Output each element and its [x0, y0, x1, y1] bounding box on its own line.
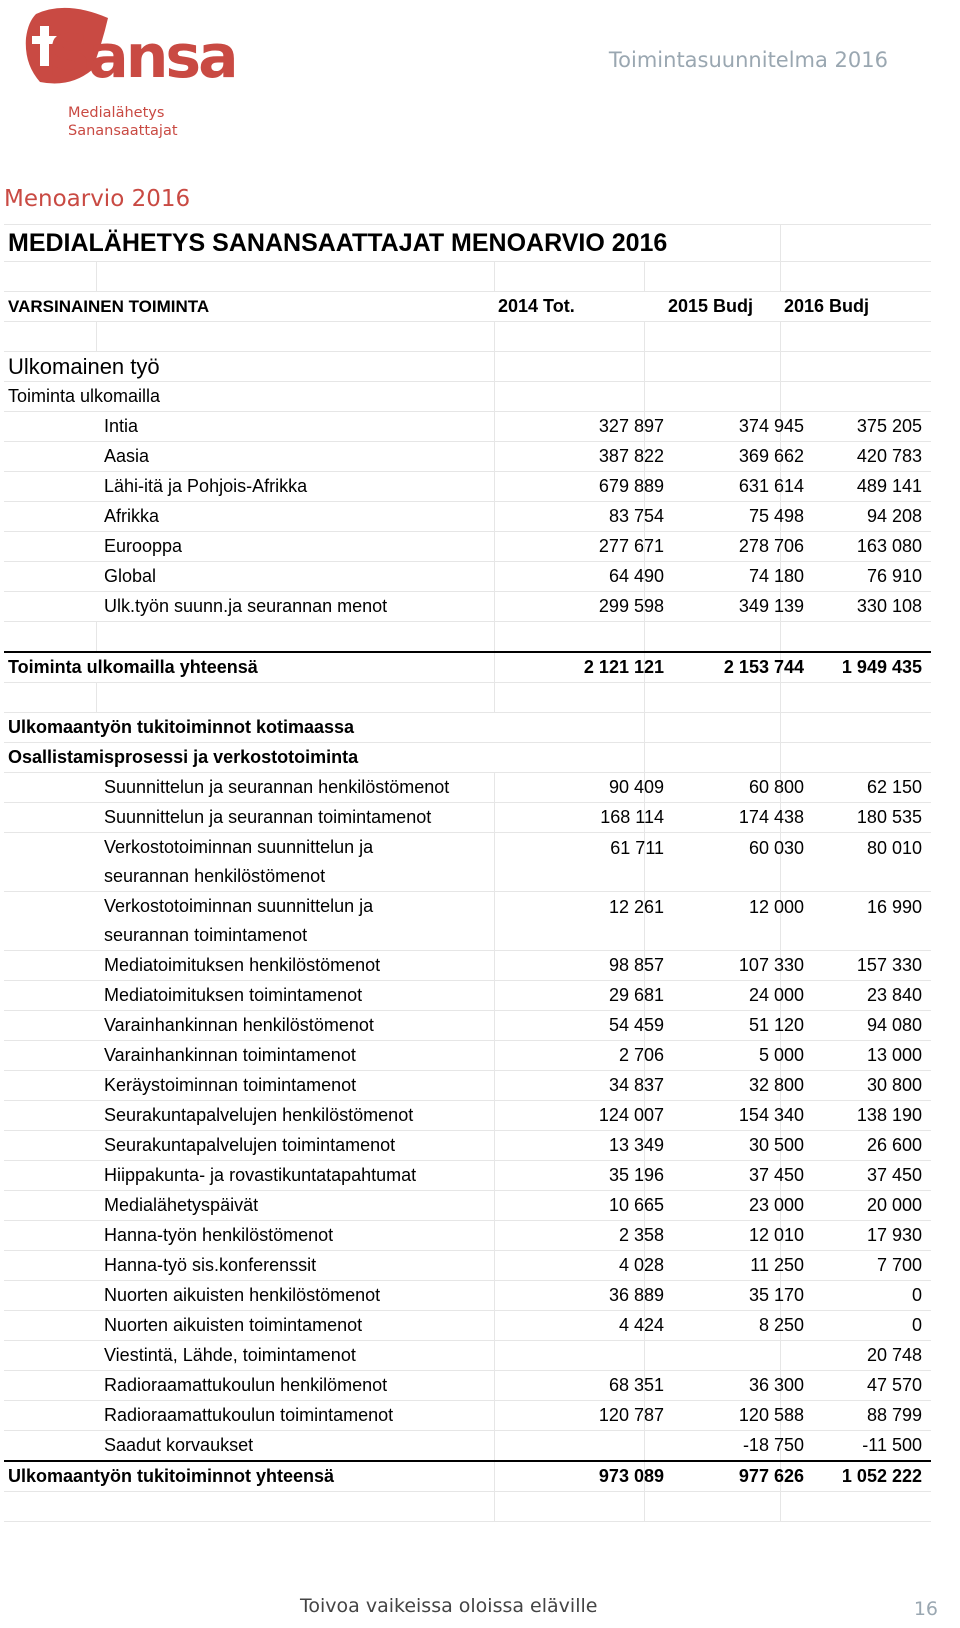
- value-2014: 2 358: [618, 1225, 664, 1245]
- value-2015: 12 010: [748, 1225, 804, 1245]
- value-2014: 4 424: [618, 1315, 664, 1335]
- row-label: [104, 1071, 356, 1100]
- row-label: [104, 1101, 413, 1130]
- value-2014: 679 889: [598, 476, 664, 496]
- total-row: [4, 1460, 931, 1491]
- subsection-heading-row: [4, 381, 931, 411]
- value-2016: 47 570: [866, 1375, 922, 1395]
- value-2014: 68 351: [608, 1375, 664, 1395]
- row-label-text: Radioraamattukoulun henkilömenot: [104, 1375, 388, 1395]
- value-2014: [508, 1431, 664, 1460]
- value-2015: 11 250: [750, 1255, 804, 1275]
- column-header-2014: 2014 Tot.: [498, 296, 575, 316]
- value-2015: 32 800: [748, 1075, 804, 1095]
- value-2015: 74 180: [748, 566, 804, 586]
- value-2015: 24 000: [748, 985, 804, 1005]
- table-row: [4, 980, 931, 1010]
- section2-rows: [4, 772, 931, 1460]
- table-row: [4, 561, 931, 591]
- document-title: Toimintasuunnitelma 2016: [608, 48, 888, 72]
- value-2016: 16 990: [866, 897, 922, 917]
- value-2015: 35 170: [748, 1285, 804, 1305]
- value-2016: 23 840: [866, 985, 922, 1005]
- row-label-text: Verkostotoiminnan suunnittelun ja: [104, 837, 374, 857]
- row-label-text: Nuorten aikuisten toimintamenot: [104, 1315, 363, 1335]
- value-2014: 98 857: [608, 955, 664, 975]
- value-2014: 277 671: [598, 536, 664, 556]
- row-label-text: Hiippakunta- ja rovastikuntatapahtumat: [104, 1165, 417, 1185]
- value-2015: 631 614: [738, 476, 804, 496]
- total-2016: 1 949 435: [841, 657, 922, 677]
- value-2014: 387 822: [598, 446, 664, 466]
- table-row: [4, 1220, 931, 1250]
- value-2016: 20 748: [866, 1345, 922, 1365]
- table-row: [4, 1040, 931, 1070]
- value-2014: 61 711: [610, 838, 664, 858]
- row-label-text: Aasia: [104, 446, 150, 466]
- row-label: [104, 1431, 253, 1460]
- value-2015: 36 300: [748, 1375, 804, 1395]
- table-row: [4, 1370, 931, 1400]
- section1-rows: [4, 411, 931, 621]
- table-row: [4, 1340, 931, 1370]
- table-row: [4, 1280, 931, 1310]
- value-2014: [508, 1341, 664, 1370]
- value-2014: 124 007: [598, 1105, 664, 1125]
- value-2015: 30 500: [748, 1135, 804, 1155]
- value-2016: 37 450: [866, 1165, 922, 1185]
- row-label: [104, 502, 159, 531]
- table-row: [4, 1310, 931, 1340]
- value-2016: 62 150: [866, 777, 922, 797]
- row-label: [104, 951, 380, 980]
- row-label: [104, 1281, 380, 1310]
- row-label: [104, 532, 182, 561]
- total-2015: 2 153 744: [723, 657, 804, 677]
- value-2016: 375 205: [856, 416, 922, 436]
- total-2016: 1 052 222: [841, 1466, 922, 1486]
- row-label-text: Varainhankinnan henkilöstömenot: [104, 1015, 374, 1035]
- value-2014: 29 681: [608, 985, 664, 1005]
- value-2016: 7 700: [876, 1255, 922, 1275]
- row-label: [104, 472, 307, 501]
- row-label-text: Eurooppa: [104, 536, 183, 556]
- row-label: [104, 1401, 393, 1430]
- value-2015: 5 000: [758, 1045, 804, 1065]
- row-label: [104, 1251, 316, 1280]
- spacer-row: [4, 1491, 931, 1522]
- column-group-label: VARSINAINEN TOIMINTA: [8, 296, 210, 316]
- section-heading: Ulkomaantyön tukitoiminnot kotimaassa: [8, 717, 355, 737]
- value-2016: -11 500: [862, 1435, 922, 1455]
- row-label: [104, 1161, 416, 1190]
- value-2015: 154 340: [738, 1105, 804, 1125]
- row-label-text: Lähi-itä ja Pohjois-Afrikka: [104, 476, 308, 496]
- table-row: [4, 772, 931, 802]
- row-label-text: Suunnittelun ja seurannan henkilöstömenot: [104, 777, 450, 797]
- value-2014: 34 837: [608, 1075, 664, 1095]
- table-row: [4, 531, 931, 561]
- row-label-text: Ulk.työn suunn.ja seurannan menot: [104, 596, 388, 616]
- total-label: Toiminta ulkomailla yhteensä: [8, 657, 258, 677]
- value-2015: 60 800: [748, 777, 804, 797]
- sansa-logo: [18, 4, 236, 144]
- table-row: [4, 1100, 931, 1130]
- logo-wordmark: Sansa: [48, 22, 236, 92]
- spacer-row: [4, 682, 931, 712]
- value-2016: 420 783: [856, 446, 922, 466]
- value-2015: 107 330: [738, 955, 804, 975]
- value-2015: 23 000: [748, 1195, 804, 1215]
- logo-subtitle-line-2: Sanansaattajat: [68, 123, 178, 139]
- value-2016: 76 910: [866, 566, 922, 586]
- value-2015: 174 438: [738, 807, 804, 827]
- table-row: [4, 891, 931, 950]
- total-2014: 2 121 121: [583, 657, 664, 677]
- row-label-text: Hanna-työ sis.konferenssit: [104, 1255, 317, 1275]
- row-label: [104, 1371, 387, 1400]
- value-2014: 10 665: [608, 1195, 664, 1215]
- value-2016: 13 000: [866, 1045, 922, 1065]
- table-row: [4, 591, 931, 621]
- value-2014: 4 028: [618, 1255, 664, 1275]
- value-2015: 349 139: [738, 596, 804, 616]
- row-label-text: Afrikka: [104, 506, 160, 526]
- value-2015: 120 588: [738, 1405, 804, 1425]
- value-2015: 60 030: [748, 838, 804, 858]
- row-label: [104, 562, 156, 591]
- value-2016: 489 141: [856, 476, 922, 496]
- value-2016: 0: [911, 1285, 922, 1305]
- total-row: [4, 651, 931, 682]
- table-title-row: [4, 224, 931, 261]
- row-label-text: Seurakuntapalvelujen toimintamenot: [104, 1135, 396, 1155]
- row-label-text: Varainhankinnan toimintamenot: [104, 1045, 356, 1065]
- table-row: [4, 1010, 931, 1040]
- value-2015: 12 000: [748, 897, 804, 917]
- value-2016: 88 799: [866, 1405, 922, 1425]
- row-label-text: Keräystoiminnan toimintamenot: [104, 1075, 357, 1095]
- total-2014: 973 089: [598, 1466, 664, 1486]
- budget-table: [4, 224, 931, 1522]
- subsection-heading-row: [4, 742, 931, 772]
- table-row: [4, 1160, 931, 1190]
- section-heading-row: [4, 351, 931, 381]
- table-row: [4, 802, 931, 832]
- row-label: [104, 1221, 333, 1250]
- logo-subtitle: [68, 104, 178, 140]
- value-2014: 12 261: [608, 897, 664, 917]
- value-2015: -18 750: [742, 1435, 804, 1455]
- subsection-heading: Toiminta ulkomailla: [8, 386, 161, 406]
- value-2014: 299 598: [598, 596, 664, 616]
- row-label: [104, 1191, 258, 1220]
- row-label-text: Mediatoimituksen toimintamenot: [104, 985, 363, 1005]
- row-label-text: Radioraamattukoulun toimintamenot: [104, 1405, 394, 1425]
- spacer-row: [4, 621, 931, 651]
- table-row: [4, 1400, 931, 1430]
- row-label-text: Hanna-työn henkilöstömenot: [104, 1225, 334, 1245]
- row-label-text: Suunnittelun ja seurannan toimintamenot: [104, 807, 432, 827]
- value-2014: 327 897: [598, 416, 664, 436]
- value-2016: 138 190: [856, 1105, 922, 1125]
- value-2016: 163 080: [856, 536, 922, 556]
- value-2014: 120 787: [598, 1405, 664, 1425]
- spacer-row: [4, 321, 931, 351]
- total-2015: 977 626: [738, 1466, 804, 1486]
- row-label: [104, 1341, 356, 1370]
- table-row: [4, 1130, 931, 1160]
- value-2016: 0: [911, 1315, 922, 1335]
- value-2014: 90 409: [608, 777, 664, 797]
- value-2016: 80 010: [866, 838, 922, 858]
- row-label-text: Nuorten aikuisten henkilöstömenot: [104, 1285, 381, 1305]
- total-label: Ulkomaantyön tukitoiminnot yhteensä: [8, 1466, 335, 1486]
- value-2014: 13 349: [608, 1135, 664, 1155]
- row-label-text-line-2: seurannan henkilöstömenot: [104, 866, 326, 886]
- row-label-text: Saadut korvaukset: [104, 1435, 254, 1455]
- table-row: [4, 1250, 931, 1280]
- row-label: [104, 1011, 374, 1040]
- value-2016: 94 208: [866, 506, 922, 526]
- section-heading: Ulkomainen työ: [8, 353, 160, 379]
- subsection-heading: Osallistamisprosessi ja verkostotoiminta: [8, 747, 359, 767]
- column-header-row: [4, 291, 931, 321]
- row-label-text: Viestintä, Lähde, toimintamenot: [104, 1345, 356, 1365]
- value-2016: 330 108: [856, 596, 922, 616]
- value-2014: 35 196: [608, 1165, 664, 1185]
- table-row: [4, 1430, 931, 1460]
- column-header-2016: 2016 Budj: [784, 296, 870, 316]
- value-2015: 75 498: [748, 506, 804, 526]
- spacer-row: [4, 261, 931, 291]
- value-2014: 64 490: [608, 566, 664, 586]
- table-row: [4, 501, 931, 531]
- value-2016: 180 535: [856, 807, 922, 827]
- section-heading-row: [4, 712, 931, 742]
- row-label: [104, 412, 138, 441]
- value-2015: 37 450: [748, 1165, 804, 1185]
- value-2014: 168 114: [600, 807, 664, 827]
- row-label: [104, 1041, 356, 1070]
- value-2014: 54 459: [608, 1015, 664, 1035]
- row-label-text: Global: [104, 566, 157, 586]
- value-2015: 8 250: [758, 1315, 804, 1335]
- footer-tagline: Toivoa vaikeissa oloissa eläville: [300, 1595, 598, 1617]
- row-label-text-line-2: seurannan toimintamenot: [104, 925, 308, 945]
- value-2015: 51 120: [748, 1015, 804, 1035]
- column-header-2015: 2015 Budj: [668, 296, 754, 316]
- row-label: [104, 1311, 362, 1340]
- value-2016: 17 930: [866, 1225, 922, 1245]
- value-2016: 30 800: [866, 1075, 922, 1095]
- value-2016: 157 330: [856, 955, 922, 975]
- value-2015: 374 945: [738, 416, 804, 436]
- table-row: [4, 411, 931, 441]
- row-label-text: Seurakuntapalvelujen henkilöstömenot: [104, 1105, 414, 1125]
- row-label: [104, 773, 449, 802]
- row-label-text: Intia: [104, 416, 139, 436]
- value-2015: [664, 1341, 804, 1370]
- table-row: [4, 471, 931, 501]
- row-label-text: Medialähetyspäivät: [104, 1195, 259, 1215]
- row-label-text: Verkostotoiminnan suunnittelun ja: [104, 896, 374, 916]
- table-main-title: MEDIALÄHETYS SANANSAATTAJAT MENOARVIO 2016: [8, 228, 668, 257]
- value-2016: 26 600: [866, 1135, 922, 1155]
- value-2016: 94 080: [866, 1015, 922, 1035]
- row-label: [104, 981, 362, 1010]
- row-label: [104, 833, 373, 891]
- row-label: [104, 592, 387, 621]
- row-label: [104, 892, 373, 950]
- table-row: [4, 441, 931, 471]
- table-row: [4, 1070, 931, 1100]
- table-row: [4, 1190, 931, 1220]
- row-label: [104, 442, 149, 471]
- page-number: 16: [913, 1598, 938, 1620]
- row-label-text: Mediatoimituksen henkilöstömenot: [104, 955, 381, 975]
- section-title: Menoarvio 2016: [4, 186, 191, 212]
- logo-subtitle-line-1: Medialähetys: [68, 105, 165, 121]
- table-row: [4, 950, 931, 980]
- row-label: [104, 1131, 395, 1160]
- value-2014: 83 754: [608, 506, 664, 526]
- value-2015: 369 662: [738, 446, 804, 466]
- value-2014: 36 889: [608, 1285, 664, 1305]
- value-2014: 2 706: [618, 1045, 664, 1065]
- value-2016: 20 000: [866, 1195, 922, 1215]
- row-label: [104, 803, 431, 832]
- value-2015: 278 706: [738, 536, 804, 556]
- table-row: [4, 832, 931, 891]
